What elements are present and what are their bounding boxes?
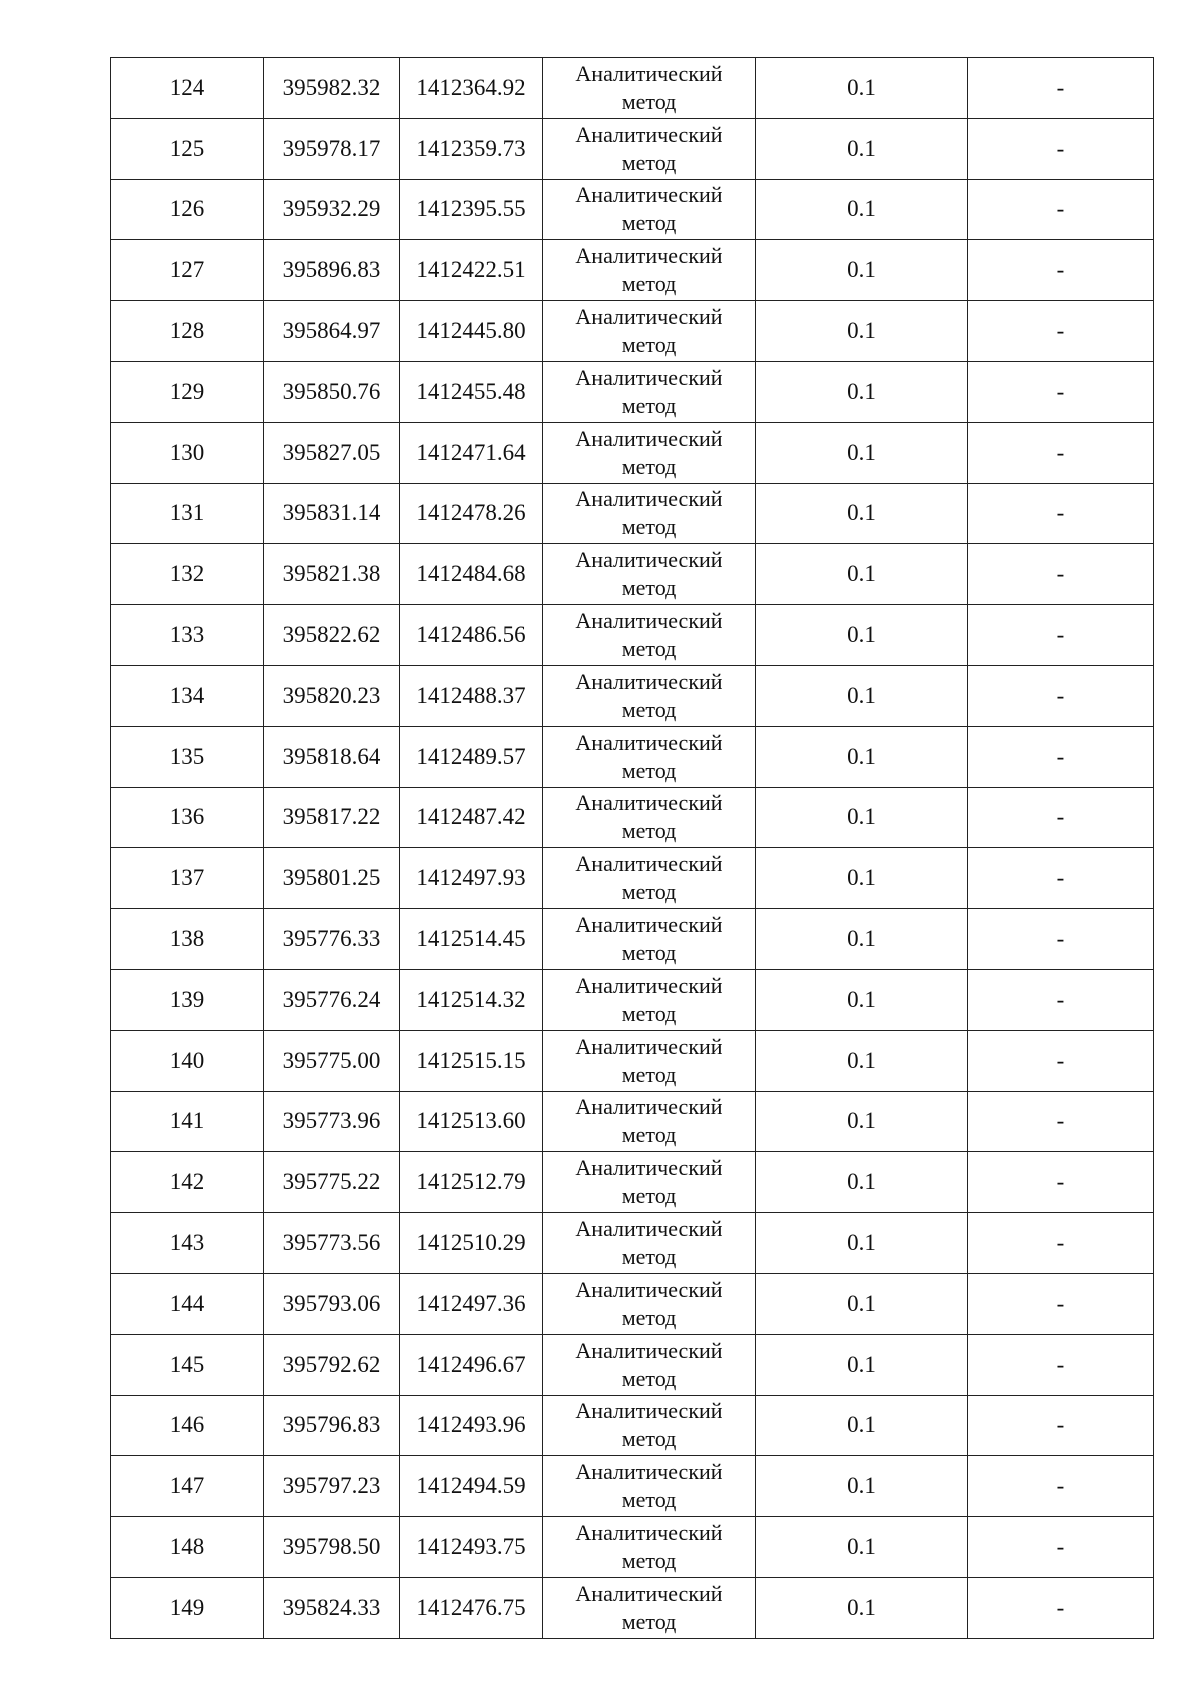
note-cell: - xyxy=(968,301,1154,362)
y-coordinate-cell: 1412515.15 xyxy=(400,1030,543,1091)
table-row xyxy=(111,422,1154,483)
table-row xyxy=(111,361,1154,422)
accuracy-cell: 0.1 xyxy=(756,665,968,726)
accuracy-cell: 0.1 xyxy=(756,848,968,909)
coordinates-table-body xyxy=(111,58,1154,1639)
point-number-cell: 132 xyxy=(111,544,264,605)
method-line-2: метод xyxy=(621,514,677,540)
note-cell: - xyxy=(968,665,1154,726)
table-row xyxy=(111,1334,1154,1395)
y-coordinate-cell: 1412364.92 xyxy=(400,58,543,119)
point-number-cell: 131 xyxy=(111,483,264,544)
note-cell: - xyxy=(968,1577,1154,1638)
method-line-1: Аналитический xyxy=(575,912,723,938)
x-coordinate-cell: 395796.83 xyxy=(264,1395,400,1456)
method-line-1: Аналитический xyxy=(575,972,723,998)
y-coordinate-cell: 1412493.96 xyxy=(400,1395,543,1456)
y-coordinate-cell: 1412489.57 xyxy=(400,726,543,787)
accuracy-cell: 0.1 xyxy=(756,605,968,666)
x-coordinate-cell: 395775.22 xyxy=(264,1152,400,1213)
table-row xyxy=(111,726,1154,787)
method-line-1: Аналитический xyxy=(575,364,723,390)
method-cell xyxy=(543,1152,756,1213)
method-cell xyxy=(543,909,756,970)
point-number-cell: 139 xyxy=(111,969,264,1030)
table-row xyxy=(111,1577,1154,1638)
note-cell: - xyxy=(968,240,1154,301)
method-line-2: метод xyxy=(621,1608,677,1634)
accuracy-cell: 0.1 xyxy=(756,1152,968,1213)
table-row xyxy=(111,605,1154,666)
note-cell: - xyxy=(968,483,1154,544)
note-cell: - xyxy=(968,1091,1154,1152)
note-cell: - xyxy=(968,1517,1154,1578)
method-line-1: Аналитический xyxy=(575,60,723,86)
method-cell xyxy=(543,483,756,544)
note-cell: - xyxy=(968,787,1154,848)
accuracy-cell: 0.1 xyxy=(756,1030,968,1091)
accuracy-cell: 0.1 xyxy=(756,58,968,119)
method-cell xyxy=(543,1517,756,1578)
method-line-1: Аналитический xyxy=(575,1276,723,1302)
method-line-2: метод xyxy=(621,88,677,114)
point-number-cell: 148 xyxy=(111,1517,264,1578)
note-cell: - xyxy=(968,969,1154,1030)
y-coordinate-cell: 1412359.73 xyxy=(400,118,543,179)
accuracy-cell: 0.1 xyxy=(756,1334,968,1395)
method-line-2: метод xyxy=(621,636,677,662)
y-coordinate-cell: 1412488.37 xyxy=(400,665,543,726)
x-coordinate-cell: 395864.97 xyxy=(264,301,400,362)
accuracy-cell: 0.1 xyxy=(756,969,968,1030)
y-coordinate-cell: 1412471.64 xyxy=(400,422,543,483)
method-line-1: Аналитический xyxy=(575,608,723,634)
accuracy-cell: 0.1 xyxy=(756,909,968,970)
x-coordinate-cell: 395827.05 xyxy=(264,422,400,483)
y-coordinate-cell: 1412514.45 xyxy=(400,909,543,970)
method-line-1: Аналитический xyxy=(575,121,723,147)
x-coordinate-cell: 395822.62 xyxy=(264,605,400,666)
point-number-cell: 129 xyxy=(111,361,264,422)
y-coordinate-cell: 1412496.67 xyxy=(400,1334,543,1395)
method-line-2: метод xyxy=(621,1061,677,1087)
point-number-cell: 147 xyxy=(111,1456,264,1517)
table-row xyxy=(111,909,1154,970)
method-line-2: метод xyxy=(621,575,677,601)
x-coordinate-cell: 395820.23 xyxy=(264,665,400,726)
point-number-cell: 128 xyxy=(111,301,264,362)
y-coordinate-cell: 1412486.56 xyxy=(400,605,543,666)
x-coordinate-cell: 395817.22 xyxy=(264,787,400,848)
method-line-1: Аналитический xyxy=(575,851,723,877)
method-cell xyxy=(543,1091,756,1152)
method-cell xyxy=(543,361,756,422)
method-cell xyxy=(543,301,756,362)
x-coordinate-cell: 395776.24 xyxy=(264,969,400,1030)
method-line-2: метод xyxy=(621,271,677,297)
point-number-cell: 140 xyxy=(111,1030,264,1091)
table-row xyxy=(111,240,1154,301)
accuracy-cell: 0.1 xyxy=(756,240,968,301)
method-line-2: метод xyxy=(621,1183,677,1209)
method-cell xyxy=(543,1213,756,1274)
point-number-cell: 137 xyxy=(111,848,264,909)
table-row xyxy=(111,483,1154,544)
method-line-2: метод xyxy=(621,879,677,905)
method-cell xyxy=(543,544,756,605)
table-row xyxy=(111,1030,1154,1091)
accuracy-cell: 0.1 xyxy=(756,301,968,362)
point-number-cell: 134 xyxy=(111,665,264,726)
accuracy-cell: 0.1 xyxy=(756,726,968,787)
point-number-cell: 141 xyxy=(111,1091,264,1152)
method-line-1: Аналитический xyxy=(575,1216,723,1242)
accuracy-cell: 0.1 xyxy=(756,1395,968,1456)
method-cell xyxy=(543,848,756,909)
note-cell: - xyxy=(968,1030,1154,1091)
method-line-2: метод xyxy=(621,1426,677,1452)
accuracy-cell: 0.1 xyxy=(756,1273,968,1334)
method-cell xyxy=(543,1030,756,1091)
method-line-2: метод xyxy=(621,757,677,783)
table-row xyxy=(111,969,1154,1030)
y-coordinate-cell: 1412510.29 xyxy=(400,1213,543,1274)
method-line-2: метод xyxy=(621,818,677,844)
y-coordinate-cell: 1412497.93 xyxy=(400,848,543,909)
method-line-1: Аналитический xyxy=(575,243,723,269)
method-line-2: метод xyxy=(621,210,677,236)
y-coordinate-cell: 1412493.75 xyxy=(400,1517,543,1578)
x-coordinate-cell: 395798.50 xyxy=(264,1517,400,1578)
point-number-cell: 149 xyxy=(111,1577,264,1638)
x-coordinate-cell: 395896.83 xyxy=(264,240,400,301)
y-coordinate-cell: 1412422.51 xyxy=(400,240,543,301)
table-row xyxy=(111,179,1154,240)
x-coordinate-cell: 395792.62 xyxy=(264,1334,400,1395)
method-line-2: метод xyxy=(621,1244,677,1270)
table-row xyxy=(111,1517,1154,1578)
method-line-1: Аналитический xyxy=(575,304,723,330)
method-line-1: Аналитический xyxy=(575,790,723,816)
point-number-cell: 127 xyxy=(111,240,264,301)
accuracy-cell: 0.1 xyxy=(756,1091,968,1152)
y-coordinate-cell: 1412514.32 xyxy=(400,969,543,1030)
table-row xyxy=(111,544,1154,605)
method-cell xyxy=(543,969,756,1030)
method-cell xyxy=(543,1273,756,1334)
method-line-1: Аналитический xyxy=(575,729,723,755)
x-coordinate-cell: 395978.17 xyxy=(264,118,400,179)
note-cell: - xyxy=(968,361,1154,422)
accuracy-cell: 0.1 xyxy=(756,1456,968,1517)
x-coordinate-cell: 395831.14 xyxy=(264,483,400,544)
table-row xyxy=(111,58,1154,119)
method-line-2: метод xyxy=(621,940,677,966)
note-cell: - xyxy=(968,58,1154,119)
note-cell: - xyxy=(968,1334,1154,1395)
point-number-cell: 142 xyxy=(111,1152,264,1213)
method-line-2: метод xyxy=(621,1000,677,1026)
method-line-2: метод xyxy=(621,1487,677,1513)
method-cell xyxy=(543,1577,756,1638)
method-cell xyxy=(543,118,756,179)
point-number-cell: 130 xyxy=(111,422,264,483)
method-line-2: метод xyxy=(621,696,677,722)
table-row xyxy=(111,118,1154,179)
note-cell: - xyxy=(968,909,1154,970)
method-line-1: Аналитический xyxy=(575,547,723,573)
accuracy-cell: 0.1 xyxy=(756,422,968,483)
method-line-1: Аналитический xyxy=(575,1580,723,1606)
method-cell xyxy=(543,58,756,119)
note-cell: - xyxy=(968,1273,1154,1334)
table-row xyxy=(111,1213,1154,1274)
note-cell: - xyxy=(968,118,1154,179)
y-coordinate-cell: 1412494.59 xyxy=(400,1456,543,1517)
table-row xyxy=(111,1273,1154,1334)
note-cell: - xyxy=(968,1456,1154,1517)
method-line-2: метод xyxy=(621,332,677,358)
x-coordinate-cell: 395982.32 xyxy=(264,58,400,119)
method-cell xyxy=(543,665,756,726)
x-coordinate-cell: 395850.76 xyxy=(264,361,400,422)
x-coordinate-cell: 395801.25 xyxy=(264,848,400,909)
point-number-cell: 145 xyxy=(111,1334,264,1395)
accuracy-cell: 0.1 xyxy=(756,179,968,240)
y-coordinate-cell: 1412455.48 xyxy=(400,361,543,422)
method-line-1: Аналитический xyxy=(575,1337,723,1363)
point-number-cell: 146 xyxy=(111,1395,264,1456)
method-line-2: метод xyxy=(621,1122,677,1148)
point-number-cell: 125 xyxy=(111,118,264,179)
note-cell: - xyxy=(968,1213,1154,1274)
table-row xyxy=(111,1395,1154,1456)
accuracy-cell: 0.1 xyxy=(756,483,968,544)
x-coordinate-cell: 395932.29 xyxy=(264,179,400,240)
method-line-1: Аналитический xyxy=(575,1033,723,1059)
method-line-2: метод xyxy=(621,1304,677,1330)
note-cell: - xyxy=(968,179,1154,240)
note-cell: - xyxy=(968,544,1154,605)
table-row xyxy=(111,1152,1154,1213)
accuracy-cell: 0.1 xyxy=(756,1213,968,1274)
accuracy-cell: 0.1 xyxy=(756,361,968,422)
method-line-2: метод xyxy=(621,1548,677,1574)
method-cell xyxy=(543,179,756,240)
method-cell xyxy=(543,1456,756,1517)
x-coordinate-cell: 395773.96 xyxy=(264,1091,400,1152)
method-cell xyxy=(543,787,756,848)
method-line-1: Аналитический xyxy=(575,668,723,694)
method-cell xyxy=(543,605,756,666)
x-coordinate-cell: 395797.23 xyxy=(264,1456,400,1517)
y-coordinate-cell: 1412513.60 xyxy=(400,1091,543,1152)
table-row xyxy=(111,787,1154,848)
method-line-1: Аналитический xyxy=(575,1520,723,1546)
method-cell xyxy=(543,1334,756,1395)
table-row xyxy=(111,1456,1154,1517)
note-cell: - xyxy=(968,605,1154,666)
table-row xyxy=(111,848,1154,909)
y-coordinate-cell: 1412497.36 xyxy=(400,1273,543,1334)
method-line-2: метод xyxy=(621,149,677,175)
coordinates-table xyxy=(110,57,1154,1639)
note-cell: - xyxy=(968,1395,1154,1456)
method-line-1: Аналитический xyxy=(575,1155,723,1181)
method-line-2: метод xyxy=(621,392,677,418)
method-line-1: Аналитический xyxy=(575,1094,723,1120)
method-line-2: метод xyxy=(621,453,677,479)
point-number-cell: 133 xyxy=(111,605,264,666)
point-number-cell: 126 xyxy=(111,179,264,240)
point-number-cell: 138 xyxy=(111,909,264,970)
y-coordinate-cell: 1412445.80 xyxy=(400,301,543,362)
accuracy-cell: 0.1 xyxy=(756,1517,968,1578)
method-cell xyxy=(543,726,756,787)
y-coordinate-cell: 1412478.26 xyxy=(400,483,543,544)
x-coordinate-cell: 395773.56 xyxy=(264,1213,400,1274)
method-line-1: Аналитический xyxy=(575,1398,723,1424)
method-line-2: метод xyxy=(621,1365,677,1391)
point-number-cell: 136 xyxy=(111,787,264,848)
note-cell: - xyxy=(968,726,1154,787)
note-cell: - xyxy=(968,422,1154,483)
table-row xyxy=(111,665,1154,726)
point-number-cell: 124 xyxy=(111,58,264,119)
point-number-cell: 143 xyxy=(111,1213,264,1274)
y-coordinate-cell: 1412512.79 xyxy=(400,1152,543,1213)
x-coordinate-cell: 395818.64 xyxy=(264,726,400,787)
method-cell xyxy=(543,1395,756,1456)
x-coordinate-cell: 395775.00 xyxy=(264,1030,400,1091)
x-coordinate-cell: 395824.33 xyxy=(264,1577,400,1638)
x-coordinate-cell: 395821.38 xyxy=(264,544,400,605)
note-cell: - xyxy=(968,1152,1154,1213)
method-line-1: Аналитический xyxy=(575,182,723,208)
y-coordinate-cell: 1412395.55 xyxy=(400,179,543,240)
accuracy-cell: 0.1 xyxy=(756,544,968,605)
accuracy-cell: 0.1 xyxy=(756,787,968,848)
method-line-1: Аналитический xyxy=(575,425,723,451)
method-line-1: Аналитический xyxy=(575,486,723,512)
table-row xyxy=(111,1091,1154,1152)
accuracy-cell: 0.1 xyxy=(756,1577,968,1638)
x-coordinate-cell: 395793.06 xyxy=(264,1273,400,1334)
point-number-cell: 135 xyxy=(111,726,264,787)
y-coordinate-cell: 1412487.42 xyxy=(400,787,543,848)
point-number-cell: 144 xyxy=(111,1273,264,1334)
method-cell xyxy=(543,240,756,301)
method-cell xyxy=(543,422,756,483)
note-cell: - xyxy=(968,848,1154,909)
method-line-1: Аналитический xyxy=(575,1459,723,1485)
y-coordinate-cell: 1412476.75 xyxy=(400,1577,543,1638)
y-coordinate-cell: 1412484.68 xyxy=(400,544,543,605)
x-coordinate-cell: 395776.33 xyxy=(264,909,400,970)
accuracy-cell: 0.1 xyxy=(756,118,968,179)
table-row xyxy=(111,301,1154,362)
